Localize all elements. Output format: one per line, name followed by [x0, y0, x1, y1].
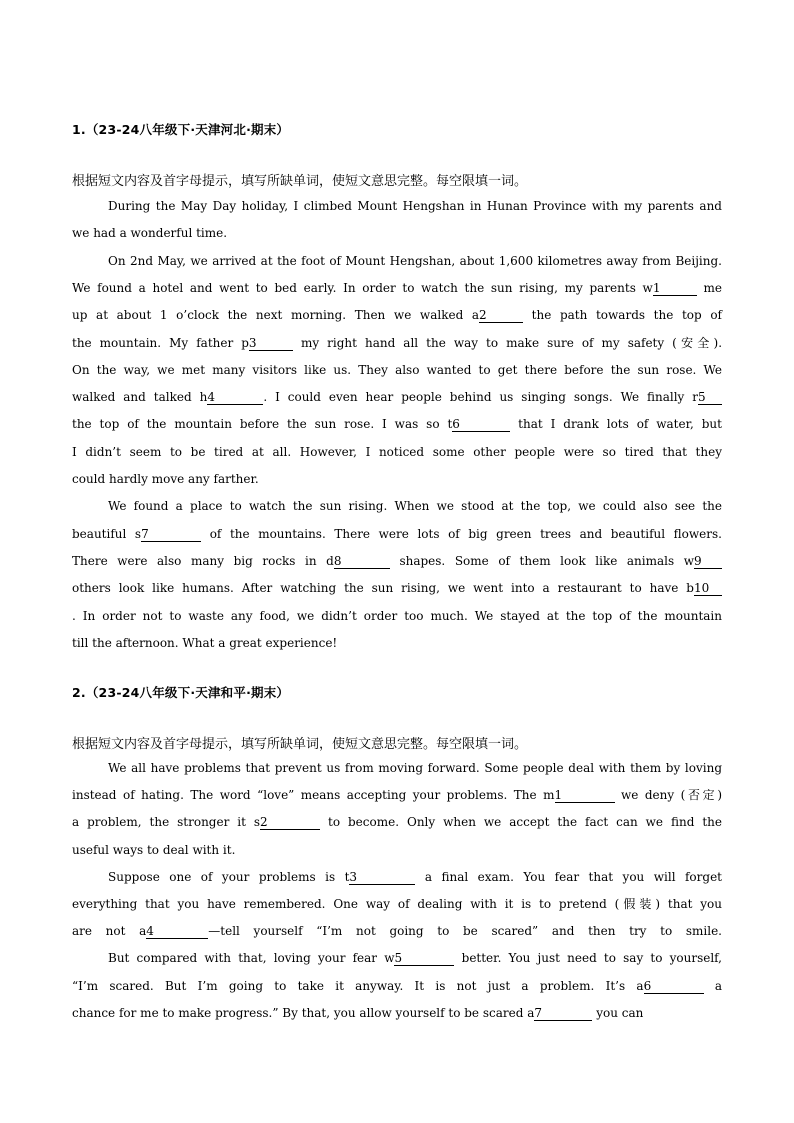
answer-blank-1[interactable]: 1	[555, 789, 615, 803]
passage-line	[108, 869, 722, 885]
passage-text: me	[696, 281, 722, 295]
passage-text: We found a hotel and went to bed early. In order to watch the sun rising, my parents w	[72, 281, 653, 295]
q1-title: 1.（23-24八年级下·天津河北·期末）	[72, 122, 290, 137]
passage-text: everything that you have remembered. One way of dealing with it is to pretend (假装) that you	[72, 897, 722, 911]
passage-text: a final exam. You fear that you will forget	[415, 870, 723, 884]
passage-line	[72, 978, 722, 994]
passage-text: a problem, the stronger it s	[72, 815, 261, 829]
passage-line	[108, 198, 722, 214]
passage-text: others look like humans. After watching the sun rising, we went into a restaurant to have b	[72, 581, 694, 595]
passage-text: On the way, we met many visitors like us. They also wanted to get there before the sun rose. We	[72, 363, 722, 377]
passage-text: . In order not to waste any food, we didn’t order too much. We stayed at the top of the mountain	[72, 609, 722, 623]
passage-text: we had a wonderful time.	[72, 226, 228, 240]
passage-text: walked and talked h	[72, 390, 208, 404]
passage-text: instead of hating. The word “love” means accepting your problems. The m	[72, 788, 555, 802]
passage-line	[72, 444, 722, 460]
passage-text: up at about 1 o’clock the next morning. Then we walked a	[72, 308, 480, 322]
passage-text: that I drank lots of water, but	[510, 417, 722, 431]
passage-text: useful ways to deal with it.	[72, 843, 236, 857]
passage-text: Suppose one of your problems is t	[108, 870, 350, 884]
passage-line	[72, 553, 722, 569]
passage-text: —tell yourself “I’m not going to be scared” and then try to smile.	[208, 924, 722, 938]
passage-text: beautiful s	[72, 527, 142, 541]
passage-text: the path towards the top of	[523, 308, 722, 322]
passage-line	[72, 635, 337, 651]
passage-line	[108, 760, 722, 776]
passage-line	[72, 787, 722, 803]
passage-line	[72, 526, 722, 542]
answer-blank-7[interactable]: 7	[141, 528, 201, 542]
passage-line	[108, 253, 722, 269]
passage-line	[72, 335, 722, 351]
answer-blank-2[interactable]: 2	[479, 309, 523, 323]
answer-blank-5[interactable]: 5	[698, 391, 722, 405]
passage-text: We all have problems that prevent us from moving forward. Some people deal with them by loving	[108, 761, 722, 775]
passage-text: are not a	[72, 924, 147, 938]
answer-blank-3[interactable]: 3	[349, 871, 415, 885]
passage-text: But compared with that, loving your fear w	[108, 951, 395, 965]
q2-title: 2.（23-24八年级下·天津和平·期末）	[72, 685, 290, 700]
passage-text: till the afternoon. What a great experience!	[72, 636, 338, 650]
answer-blank-7[interactable]: 7	[534, 1007, 592, 1021]
passage-text: the top of the mountain before the sun rose. I was so t	[72, 417, 453, 431]
passage-text: you can	[592, 1006, 644, 1020]
passage-line	[72, 307, 722, 323]
passage-line	[72, 280, 722, 296]
passage-text: the mountain. My father p	[72, 336, 249, 350]
passage-text: my right hand all the way to make sure of my safety (安全).	[292, 336, 723, 350]
answer-blank-1[interactable]: 1	[653, 282, 697, 296]
q2-instruction: 根据短文内容及首字母提示，填写所缺单词，使短文意思完整。每空限填一词。	[72, 737, 528, 752]
passage-text: During the May Day holiday, I climbed Mount Hengshan in Hunan Province with my parents and	[108, 199, 722, 213]
passage-text: better. You just need to say to yourself,	[454, 951, 723, 965]
answer-blank-6[interactable]: 6	[452, 418, 510, 432]
passage-line	[72, 580, 722, 596]
answer-blank-6[interactable]: 6	[644, 980, 704, 994]
passage-line	[108, 950, 722, 966]
passage-line	[72, 225, 227, 241]
answer-blank-9[interactable]: 9	[694, 555, 722, 569]
passage-text: could hardly move any farther.	[72, 472, 259, 486]
answer-blank-3[interactable]: 3	[249, 337, 293, 351]
passage-line	[72, 1005, 643, 1021]
passage-line	[108, 498, 722, 514]
passage-text: a	[703, 979, 722, 993]
passage-text: we deny (否定)	[614, 788, 722, 802]
answer-blank-4[interactable]: 4	[207, 391, 263, 405]
passage-text: shapes. Some of them look like animals w	[389, 554, 694, 568]
passage-text: On 2nd May, we arrived at the foot of Mount Hengshan, about 1,600 kilometres away from Beijing.	[108, 254, 722, 268]
passage-text: to become. Only when we accept the fact can we find the	[320, 815, 722, 829]
passage-text: I didn’t seem to be tired at all. However, I noticed some other people were so tired that they	[72, 445, 722, 459]
answer-blank-8[interactable]: 8	[334, 555, 390, 569]
passage-line	[72, 814, 722, 830]
passage-text: There were also many big rocks in d	[72, 554, 334, 568]
q1-instruction: 根据短文内容及首字母提示，填写所缺单词，使短文意思完整。每空限填一词。	[72, 174, 528, 189]
passage-line	[72, 416, 722, 432]
passage-text: of the mountains. There were lots of big green trees and beautiful flowers.	[201, 527, 722, 541]
passage-line	[72, 896, 722, 912]
passage-line	[72, 471, 259, 487]
passage-line	[72, 608, 722, 624]
answer-blank-2[interactable]: 2	[260, 816, 320, 830]
passage-line	[72, 842, 235, 858]
passage-text: “I’m scared. But I’m going to take it anyway. It is not just a problem. It’s a	[72, 979, 644, 993]
answer-blank-5[interactable]: 5	[394, 952, 454, 966]
passage-line	[72, 362, 722, 378]
passage-text: We found a place to watch the sun rising. When we stood at the top, we could also see the	[108, 499, 722, 513]
answer-blank-10[interactable]: 10	[694, 582, 722, 596]
passage-text: . I could even hear people behind us singing songs. We finally r	[263, 390, 698, 404]
answer-blank-4[interactable]: 4	[146, 925, 208, 939]
passage-line	[72, 389, 722, 405]
passage-text: chance for me to make progress.” By that, you allow yourself to be scared a	[72, 1006, 535, 1020]
passage-line	[72, 923, 722, 939]
